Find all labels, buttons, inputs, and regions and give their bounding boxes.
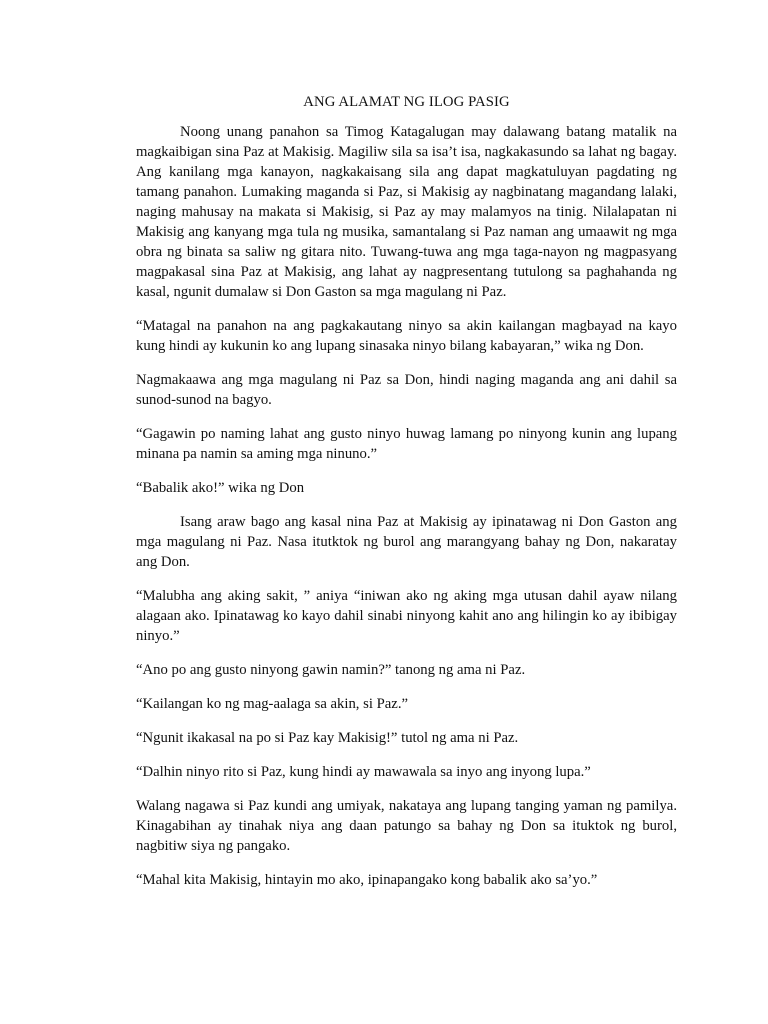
- document-title: ANG ALAMAT NG ILOG PASIG: [303, 94, 510, 110]
- paragraph-11: “Dalhin ninyo rito si Paz, kung hindi ay mawawala sa inyo ang inyong lupa.”: [136, 764, 591, 780]
- paragraph-2: “Matagal na panahon na ang pagkakautang ninyo sa akin kailangan magbayad na kayo kung hindi ay kukunin ko ang lupang sinasaka ninyo bilang kabayaran,” wika ng Don.: [136, 318, 677, 354]
- paragraph-10: “Ngunit ikakasal na po si Paz kay Makisig!” tutol ng ama ni Paz.: [136, 730, 519, 746]
- paragraph-3: Nagmakaawa ang mga magulang ni Paz sa Don, hindi naging maganda ang ani dahil sa sunod-sunod na bagyo.: [136, 372, 677, 408]
- document-body: [136, 92, 677, 904]
- paragraph-5: “Babalik ako!” wika ng Don: [136, 480, 305, 496]
- paragraph-13: “Mahal kita Makisig, hintayin mo ako, ipinapangako kong babalik ako sa’yo.”: [136, 872, 598, 888]
- paragraph-4: “Gagawin po naming lahat ang gusto ninyo huwag lamang po ninyong kunin ang lupang minana pa namin sa aming mga ninuno.”: [136, 426, 677, 462]
- paragraph-12: Walang nagawa si Paz kundi ang umiyak, nakataya ang lupang tanging yaman ng pamilya. Kinagabihan ay tinahak niya ang daan patungo sa bahay ng Don sa ituktok ng burol, nagbitiw siya ng pangako.: [136, 798, 677, 854]
- paragraph-6: Isang araw bago ang kasal nina Paz at Makisig ay ipinatawag ni Don Gaston ang mga magulang ni Paz. Nasa itutktok ng burol ang marangyang bahay ng Don, nakaratay ang Don.: [136, 514, 677, 570]
- paragraph-9: “Kailangan ko ng mag-aalaga sa akin, si Paz.”: [136, 696, 409, 712]
- paragraph-7: “Malubha ang aking sakit, ” aniya “iniwan ako ng aking mga utusan dahil ayaw nilang alagaan ako. Ipinatawag ko kayo dahil sinabi ninyong kahit ano ang hilingin ko ay ibibigay ninyo.”: [136, 588, 677, 644]
- paragraph-8: “Ano po ang gusto ninyong gawin namin?” tanong ng ama ni Paz.: [136, 662, 526, 678]
- paragraph-1: Noong unang panahon sa Timog Katagalugan may dalawang batang matalik na magkaibigan sina Paz at Makisig. Magiliw sila sa isa’t isa, nagkakasundo sa lahat ng bagay. Ang kanilang mga kanayon, nagkakaisang sila ang dapat magkatuluyan pagdating ng tamang panahon. Lumaking maganda si Paz, si Makisig ay nagbinatang magandang lalaki, naging mahusay na makata si Makisig, si Paz ay may malamyos na tinig. Nilalapatan ni Makisig ang kanyang mga tula ng musika, samantalang si Paz naman ang umaawit ng mga obra ng binata sa saliw ng gitara nito. Tuwang-tuwa ang mga taga-nayon ng magpasyang magpakasal sina Paz at Makisig, ang lahat ay nagpresentang tutulong sa paghahanda ng kasal, ngunit dumalaw si Don Gaston sa mga magulang ni Paz.: [136, 124, 677, 300]
